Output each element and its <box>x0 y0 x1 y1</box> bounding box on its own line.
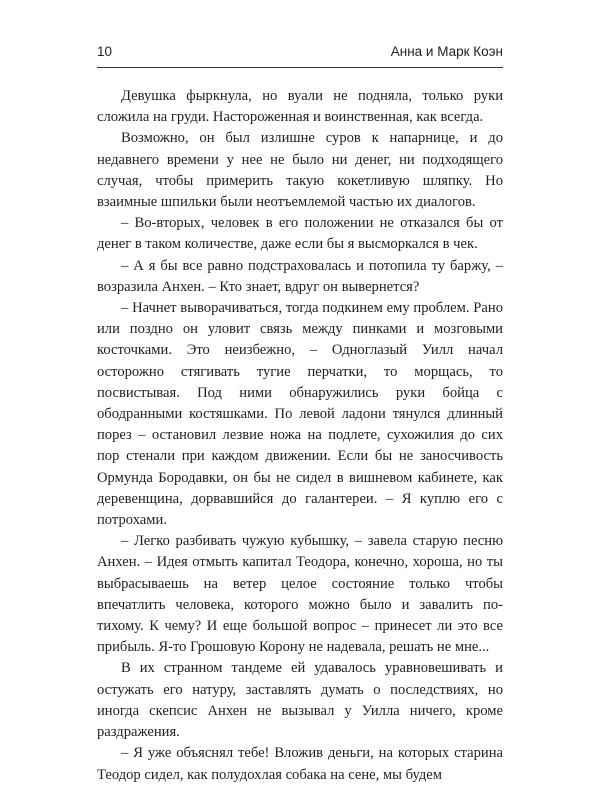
paragraph: – Я уже объяснял тебе! Вложив деньги, на которых старина Теодор сидел, как полудохлая собака на сене, мы будем <box>97 745 503 783</box>
paragraph: – Во-вторых, человек в его положении не отказался бы от денег в таком количестве, даже если бы я высморкался в чек. <box>97 215 503 253</box>
paragraph: – Легко разбивать чужую кубышку, – завела старую песню Анхен. – Идея отмыть капитал Теодора, конечно, хороша, но ты выбрасываешь на ветер целое состояние только чтобы впечатлить человека, которого можно было и завалить по-тихому. К чему? И еще большой вопрос – принесет ли это все прибыль. Я-то Грошовую Корону не надевала, решать не мне... <box>97 533 503 656</box>
body-text <box>97 86 503 786</box>
page-number: 10 <box>97 44 113 59</box>
paragraph: В их странном тандеме ей удавалось уравновешивать и остужать его натуру, заставлять думать о последствиях, но иногда скепсис Анхен не вызывал у Уилла ничего, кроме раздражения. <box>97 660 503 741</box>
paragraph: – Начнет выворачиваться, тогда подкинем ему проблем. Рано или поздно он уловит связь между пинками и мозговыми косточками. Это неизбежно, – Одноглазый Уилл начал осторожно стягивать тугие перчатки, то морщась, то посвистывая. Под ними обнаружились руки бойца с ободранными костяшками. По левой ладони тянулся длинный порез – остановил лезвие ножа на подлете, сухожилия до сих пор стенали при каждом движении. Если бы не заносчивость Ормунда Бородавки, он бы не сидел в вишневом кабинете, как деревенщина, дорвавшийся до галантереи. – Я куплю его с потрохами. <box>97 300 503 529</box>
running-header <box>97 44 503 64</box>
paragraph: Возможно, он был излишне суров к напарнице, и до недавнего времени у нее не было ни денег, ни подходящего случая, чтобы примерить такую кокетливую шляпку. Но взаимные шпильки были неотъемлемой частью их диалогов. <box>97 130 503 211</box>
book-author: Анна и Марк Коэн <box>390 44 503 59</box>
paragraph: – А я бы все равно подстраховалась и потопила ту баржу, – возразила Анхен. – Кто знает, вдруг он вывернется? <box>97 257 503 295</box>
paragraph: Девушка фыркнула, но вуали не подняла, только руки сложила на груди. Настороженная и воинственная, как всегда. <box>97 88 503 126</box>
header-divider <box>97 67 503 68</box>
